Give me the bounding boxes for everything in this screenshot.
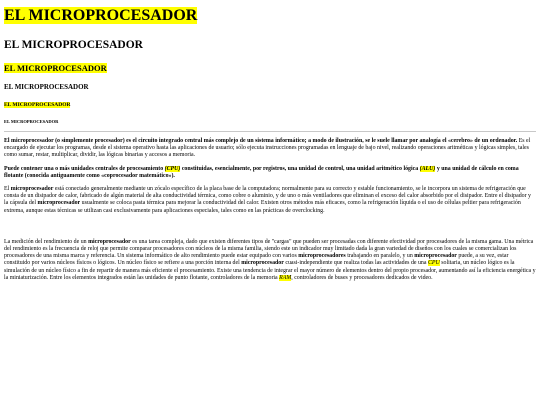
intro-term: microprocesador [11, 138, 54, 144]
perf-text-b: es una tarea compleja, dado que existen diferentes tipos de "cargas" que pueden ser procesadas con diferente efectividad por procesadores de la misma gama. Una métrica del rendimiento es la frecuencia de reloj que permite comparar procesadores con núcleos de la misma familia, siendo este un indicador muy limitado dada la gran variedad de diseños con los cuales se comercializan los procesadores de una misma marca y referencia. Un sistema informático de alto rendimiento puede estar equipado con varios [4, 238, 534, 260]
heading-1 [4, 6, 536, 25]
ram-highlight: RAM [279, 274, 292, 281]
perf-text-d: puede, a su vez, estar constituido por varios núcleos físicos o lógicos. Un núcleo físico se refiere a una porción interna del [4, 253, 509, 267]
heading-4: EL MICROPROCESADOR [4, 83, 89, 91]
units-bold [4, 166, 519, 179]
heading-3-text: EL MICROPROCESADOR [4, 63, 107, 73]
units-text-c: y una unidad de cálculo en coma flotante (conocida antiguamente como «coprocesador matemático»). [4, 165, 519, 179]
cooling-paragraph [4, 186, 536, 215]
performance-paragraph [4, 239, 536, 282]
perf-text-f: solitaria, un núcleo lógico es la simulación de un núcleo físico a fin de repartir de manera más eficiente el procesamiento. Existe una tendencia de integrar el mayor número de elementos dentro del propio procesador, aumentando así la eficiencia energética y la miniaturización. Entre los elementos integrados están las unidades de punto flotante, controladores de la memoria [4, 260, 536, 281]
intro-paragraph [4, 138, 536, 160]
heading-5 [4, 102, 536, 108]
heading-3 [4, 63, 536, 73]
units-text-a: Puede contener una o más unidades centrales de procesamiento [4, 165, 165, 172]
heading-2: EL MICROPROCESADOR [4, 39, 143, 51]
perf-cpu-highlight: CPU [427, 260, 440, 267]
document [4, 6, 536, 282]
perf-text-e: cuasi-independiente que realiza todas las actividades de una [283, 260, 428, 267]
perf-text-a: La medición del rendimiento de un [4, 238, 89, 245]
intro-definition: (o simplemente procesador) es el circuito integrado central más complejo de un sistema informático; a modo de ilustración, se le suele llamar por analogía el «cerebro» de un ordenador. [53, 138, 518, 144]
alu-highlight: (ALU) [419, 165, 436, 172]
perf-text-g: , controladores de buses y procesadores dedicados de video. [291, 274, 433, 281]
cooling-text-a: El [4, 186, 11, 193]
perf-term-2: microprocesadores [298, 253, 346, 260]
perf-term: microprocesador [88, 238, 131, 245]
cooling-term-2: microprocesador [37, 200, 81, 207]
intro-rest: Es el encargado de ejecutar los programas, desde el sistema operativo hasta las aplicaciones de usuario; sólo ejecuta instrucciones programadas en lenguaje de bajo nivel, realizando operaciones aritméticas y lógicas simples, tales como sumar, restar, multiplicar, dividir, las lógicas binarias y accesos a memoria. [4, 138, 531, 159]
perf-term-3: microprocesador [414, 253, 457, 260]
perf-text-c: trabajando en paralelo, y un [345, 253, 415, 260]
cpu-highlight: (CPU) [164, 165, 181, 172]
cooling-term: microprocesador [10, 186, 54, 193]
intro-lead: El [4, 138, 12, 144]
units-paragraph [4, 166, 536, 180]
heading-6: EL MICROPROCESADOR [4, 119, 59, 124]
heading-1-text: EL MICROPROCESADOR [4, 7, 198, 24]
intro-bold [4, 138, 517, 144]
heading-5-text: EL MICROPROCESADOR [4, 102, 71, 108]
units-text-b: constituidas, esencialmente, por registros, una unidad de control, una unidad aritmético lógica [180, 165, 420, 172]
cooling-text-c: usualmente se coloca pasta térmica para mejorar la conductividad del calor. Existen otros métodos más eficaces, como la refrigeración líquida o el uso de células peltier para refrigeración extrema, aunque estas técnicas se utilizan casi exclusivamente para aplicaciones especiales, tales como en las prácticas de overclocking. [4, 200, 521, 214]
cooling-text-b: está conectado generalmente mediante un zócalo específico de la placa base de la computadora; normalmente para su correcto y estable funcionamiento, se le incorpora un sistema de refrigeración que consta de un disipador de calor, fabricado de algún material de alta conductividad térmica, como cobre o aluminio, y de uno o más ventiladores que eliminan el exceso del calor absorbido por el disipador. Entre el disipador y la cápsula del [4, 186, 531, 207]
perf-term-4: microprocesador [241, 260, 284, 267]
divider [4, 131, 536, 132]
